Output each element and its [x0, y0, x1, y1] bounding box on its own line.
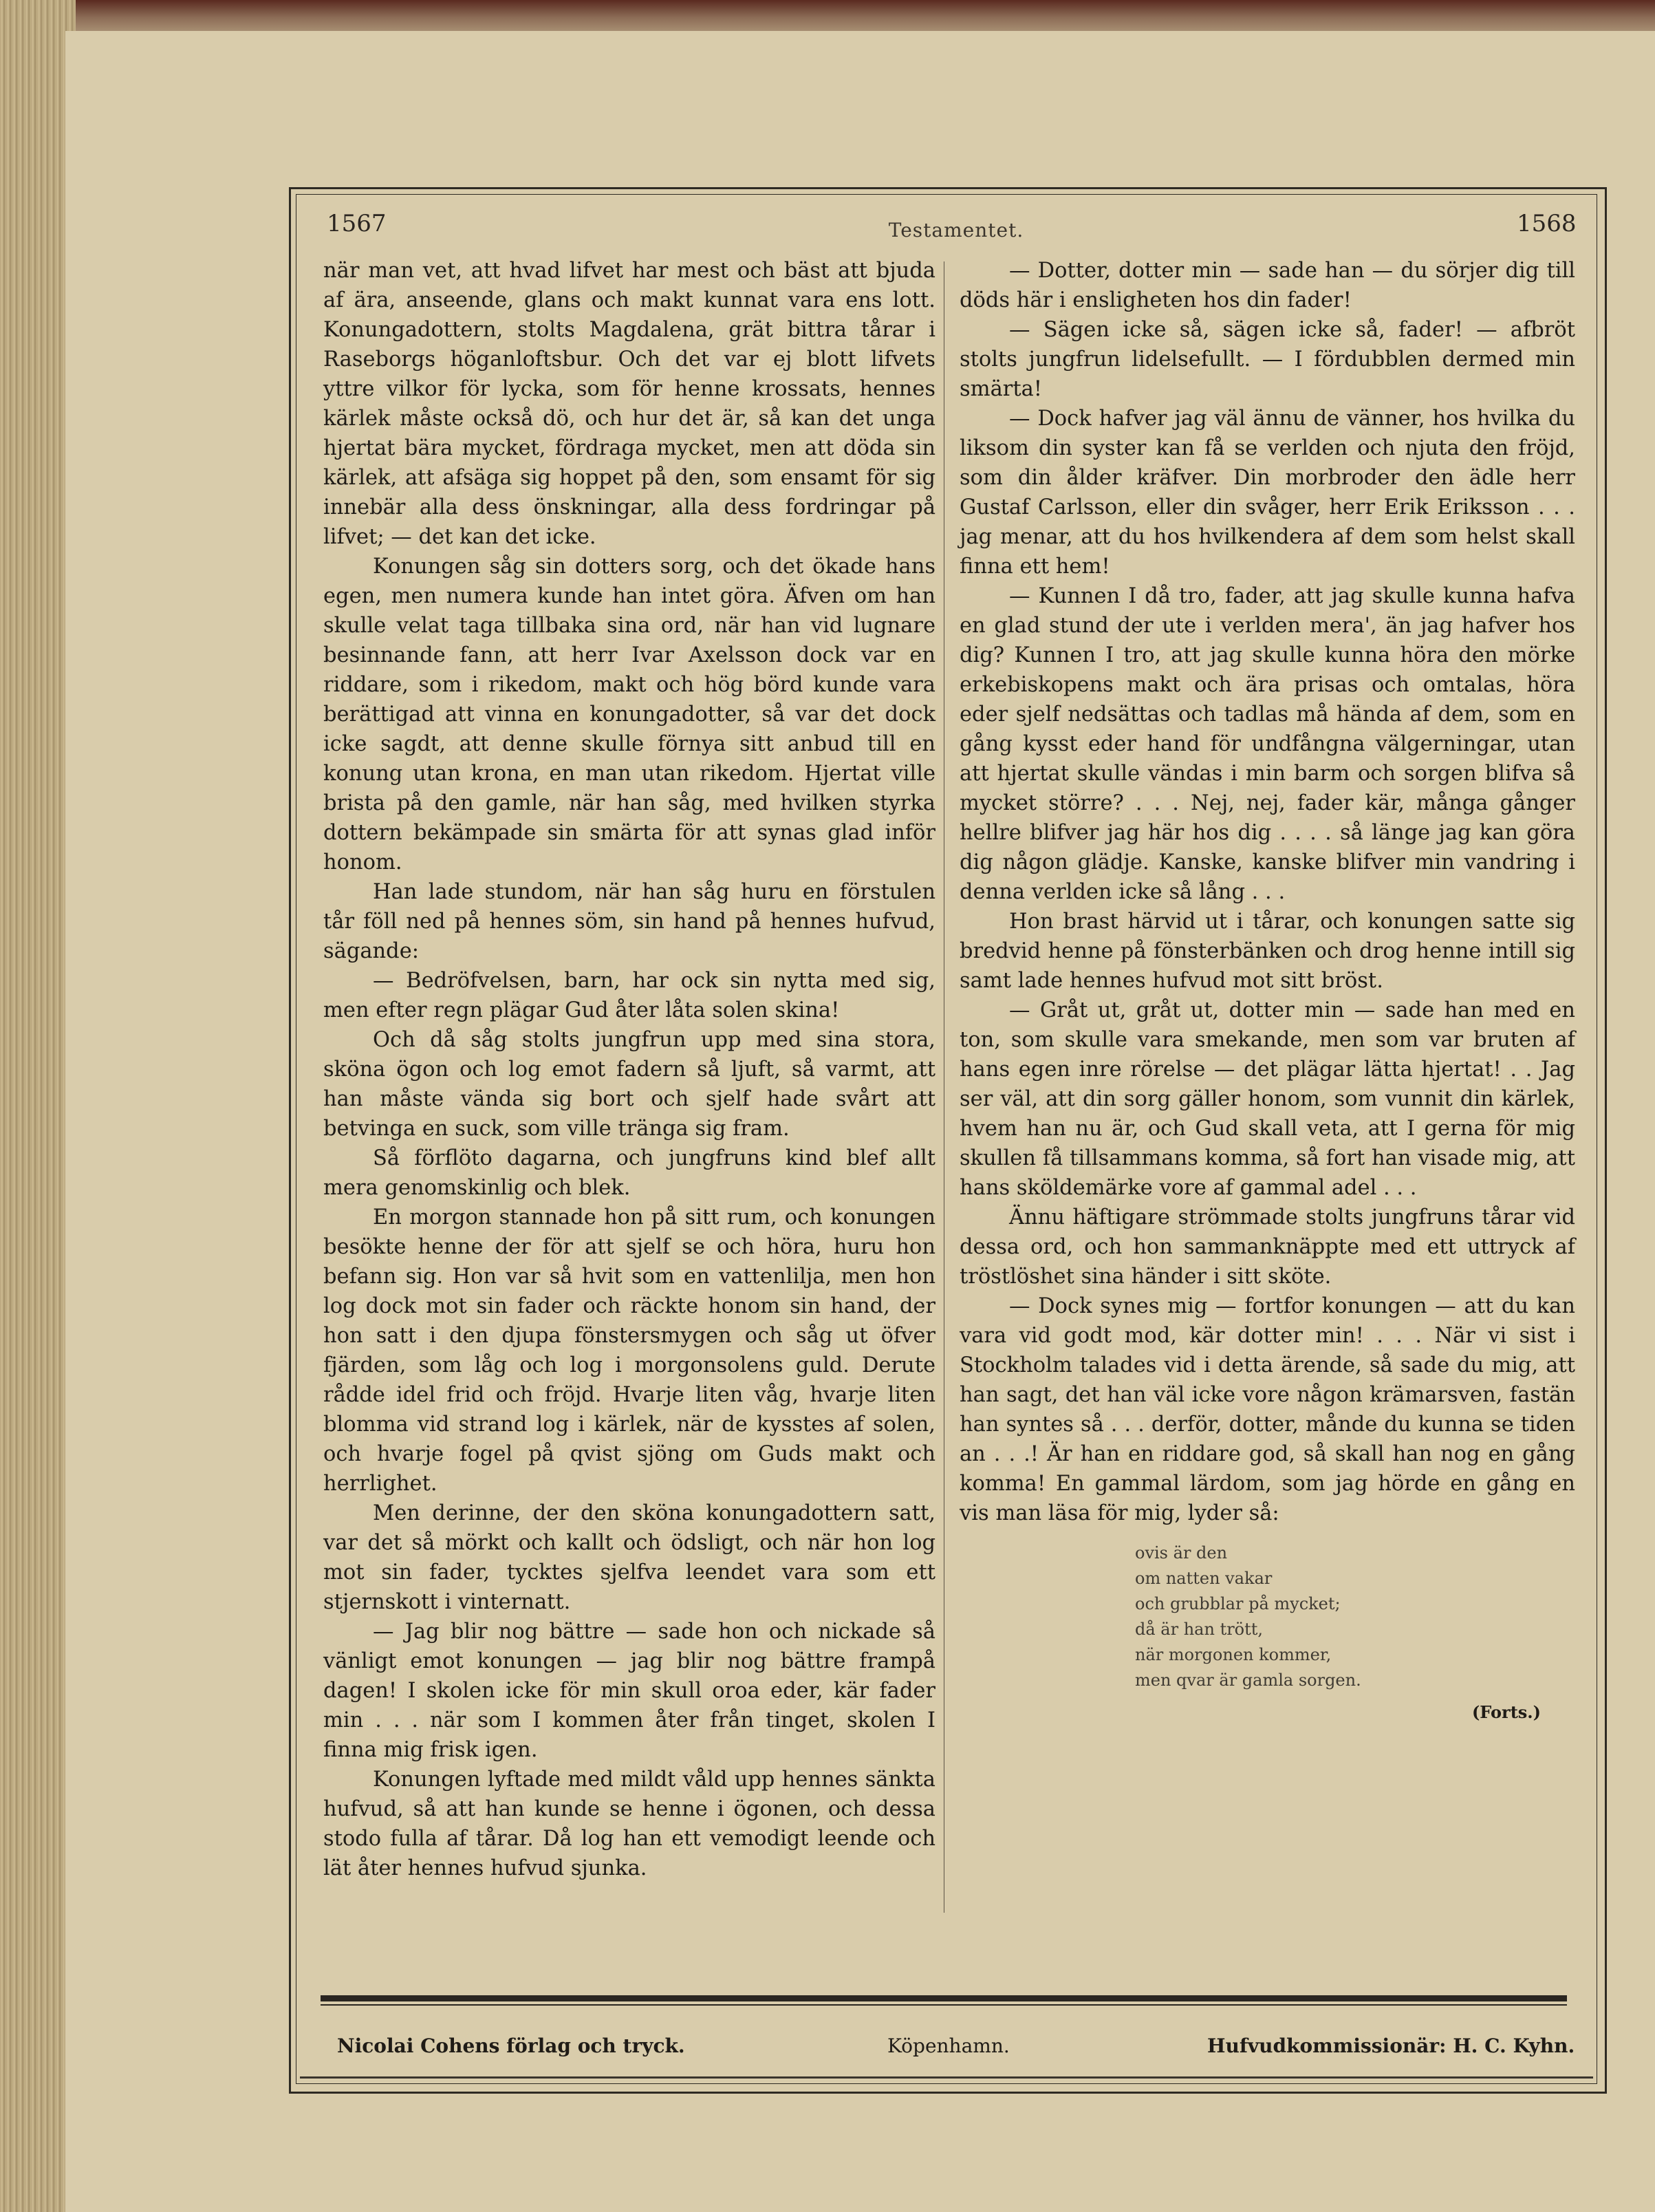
- paragraph: när man vet, att hvad lifvet har mest och bäst att bjuda af ära, anseende, glans och makt kunnat vara ens lott. Konungadottern, stolts Magdalena, grät bittra tårar i Raseborgs höganloftsbur. Och det var ej blott lifvets yttre vilkor för lycka, som för henne krossats, hennes kärlek måste också dö, och hur det är, så kan det unga hjertat bära mycket, fördraga mycket, men att döda sin kärlek, att afsäga sig hoppet på den, som ensamt för sig innebär alla dess önskningar, alla dess fordringar på lifvet; — det kan det icke.: [323, 259, 935, 549]
- paragraph: Hon brast härvid ut i tårar, och konungen satte sig bredvid henne på fönsterbänken och drog henne intill sig samt lade hennes hufvud mot sitt bröst.: [960, 910, 1575, 993]
- left-text-column: [323, 256, 935, 1883]
- paragraph: — Bedröfvelsen, barn, har ock sin nytta med sig, men efter regn plägar Gud åter låta solen skina!: [323, 969, 935, 1022]
- paragraph: — Dotter, dotter min — sade han — du sörjer dig till döds här i ensligheten hos din fader!: [960, 259, 1575, 312]
- paragraph: Så förflöto dagarna, och jungfruns kind blef allt mera genomskinlig och blek.: [323, 1146, 935, 1200]
- paragraph: — Dock hafver jag väl ännu de vänner, hos hvilka du liksom din syster kan få se verlden och njuta den fröjd, som din ålder kräfver. Din morbroder den ädle herr Gustaf Carlsson, eller din svåger, herr Erik Eriksson . . . jag menar, att du hos hvilkendera af dem som helst skall finna ett hem!: [960, 407, 1575, 579]
- running-title: Testamentet.: [888, 219, 1024, 241]
- paragraph: Konungen lyftade med mildt våld upp hennes sänkta hufvud, så att han kunde se henne i ögonen, och dessa stodo fulla af tårar. Då log han ett vemodigt leende och lät åter hennes hufvud sjunka.: [323, 1768, 935, 1880]
- continued-note: (Forts.): [1471, 1702, 1541, 1722]
- right-text-column: [960, 256, 1575, 1727]
- paragraph: — Kunnen I då tro, fader, att jag skulle kunna hafva en glad stund der ute i verlden mera', än jag hafver hos dig? Kunnen I tro, att jag skulle kunna höra den mörke erkebiskopens makt och ära prisas och omtalas, höra eder sjelf nedsättas och tadlas må hända af dem, som en gång kysst eder hand för undfångna välgerningar, utan att hjertat skulle vändas i min barm och sorgen blifva så mycket större? . . . Nej, nej, fader kär, många gånger hellre blifver jag här hos dig . . . . så länge jag kan göra dig någon glädje. Kanske, kanske blifver min vandring i denna verlden icke så lång . . .: [960, 584, 1575, 904]
- book-page-edges: [0, 0, 76, 2212]
- footer-rule-bottom: [300, 2076, 1593, 2079]
- poem-line: om natten vakar: [1135, 1569, 1273, 1588]
- poem-line: då är han trött,: [1135, 1620, 1264, 1639]
- paragraph: — Dock synes mig — fortfor konungen — att du kan vara vid godt mod, kär dotter min! . . . När vi sist i Stockholm talades vid i detta ärende, så sade du mig, att han sagt, det han väl icke vore någon krämarsven, fastän han syntes så . . . derför, dotter, månde du kunna se tiden an . . .! Är han en riddare god, så skall han nog en gång komma! En gammal lärdom, som jag hörde en gång en vis man läsa för mig, lyder så:: [960, 1294, 1575, 1525]
- poem-line: när morgonen kommer,: [1135, 1645, 1332, 1664]
- footer-rule-thin: [321, 2004, 1567, 2006]
- paragraph: — Sägen icke så, sägen icke så, fader! — afbröt stolts jungfrun lidelsefullt. — I fördubblen dermed min smärta!: [960, 318, 1575, 401]
- poem-verse: [1135, 1540, 1575, 1693]
- paragraph: Men derinne, der den sköna konungadottern satt, var det så mörkt och kallt och ödsligt, och när hon log mot sin fader, tycktes sjelfva leendet vara som ett stjernskott i vinternatt.: [323, 1501, 935, 1614]
- paragraph: Konungen såg sin dotters sorg, och det ökade hans egen, men numera kunde han intet göra. Äfven om han skulle velat taga tillbaka sina ord, när han vid lugnare besinnande fann, att herr Ivar Axelsson dock var en riddare, som i rikedom, makt och hög börd kunde vara berättigad att vinna en konungadotter, så var det dock icke sagdt, att denne skulle förnya sitt anbud till en konung utan krona, en man utan rikedom. Hjertat ville brista på den gamle, när han såg, med hvilken styrka dottern bekämpade sin smärta för att synas glad inför honom.: [323, 555, 935, 874]
- paragraph: Ännu häftigare strömmade stolts jungfruns tårar vid dessa ord, och hon sammanknäppte med ett uttryck af tröstlöshet sina händer i sitt sköte.: [960, 1205, 1575, 1289]
- footer-publisher: Nicolai Cohens förlag och tryck.: [337, 2034, 685, 2057]
- paragraph: Han lade stundom, när han såg huru en förstulen tår föll ned på hennes söm, sin hand på hennes hufvud, sägande:: [323, 880, 935, 963]
- poem-line: men qvar är gamla sorgen.: [1135, 1671, 1361, 1690]
- paragraph: Och då såg stolts jungfrun upp med sina stora, sköna ögon och log emot fadern så ljuft, så varmt, att han måste vända sig bort och sjelf hade svårt att betvinga en suck, som ville tränga sig fram.: [323, 1028, 935, 1141]
- paragraph: — Jag blir nog bättre — sade hon och nickade så vänligt emot konungen — jag blir nog bättre frampå dagen! I skolen icke för min skull oroa eder, kär fader min . . . när som I kommen åter från tinget, skolen I finna mig frisk igen.: [323, 1620, 935, 1762]
- footer-city: Köpenhamn.: [887, 2034, 1010, 2057]
- footer-commission: Hufvudkommissionär: H. C. Kyhn.: [1207, 2034, 1575, 2057]
- paragraph: En morgon stannade hon på sitt rum, och konungen besökte henne der för att sjelf se och höra, huru hon befann sig. Hon var så hvit som en vattenlilja, men hon log dock mot sin fader och räckte honom sin hand, der hon satt i den djupa fönstersmygen och såg ut öfver fjärden, som låg och log i morgonsolens guld. Derute rådde idel frid och fröjd. Hvarje liten våg, hvarje liten blomma vid strand log i kärlek, när de kysstes af solen, och hvarje fogel på qvist sjöng om Guds makt och herrlighet.: [323, 1205, 935, 1496]
- paragraph: — Gråt ut, gråt ut, dotter min — sade han med en ton, som skulle vara smekande, men som var bruten af hans egen inre rörelse — det plägar lätta hjertat! . . Jag ser väl, att din sorg gäller honom, som vunnit din kärlek, hvem han nu är, och Gud skall veta, att I gerna för mig skullen få tillsammans komma, så fort han visade mig, att hans sköldemärke vore af gammal adel . . .: [960, 998, 1575, 1200]
- poem-line: och grubblar på mycket;: [1135, 1594, 1341, 1613]
- page-number-right: 1568: [1517, 210, 1577, 237]
- footer-rule-thick: [321, 1995, 1567, 2001]
- poem-line: ovis är den: [1135, 1543, 1228, 1563]
- page-number-left: 1567: [327, 210, 387, 237]
